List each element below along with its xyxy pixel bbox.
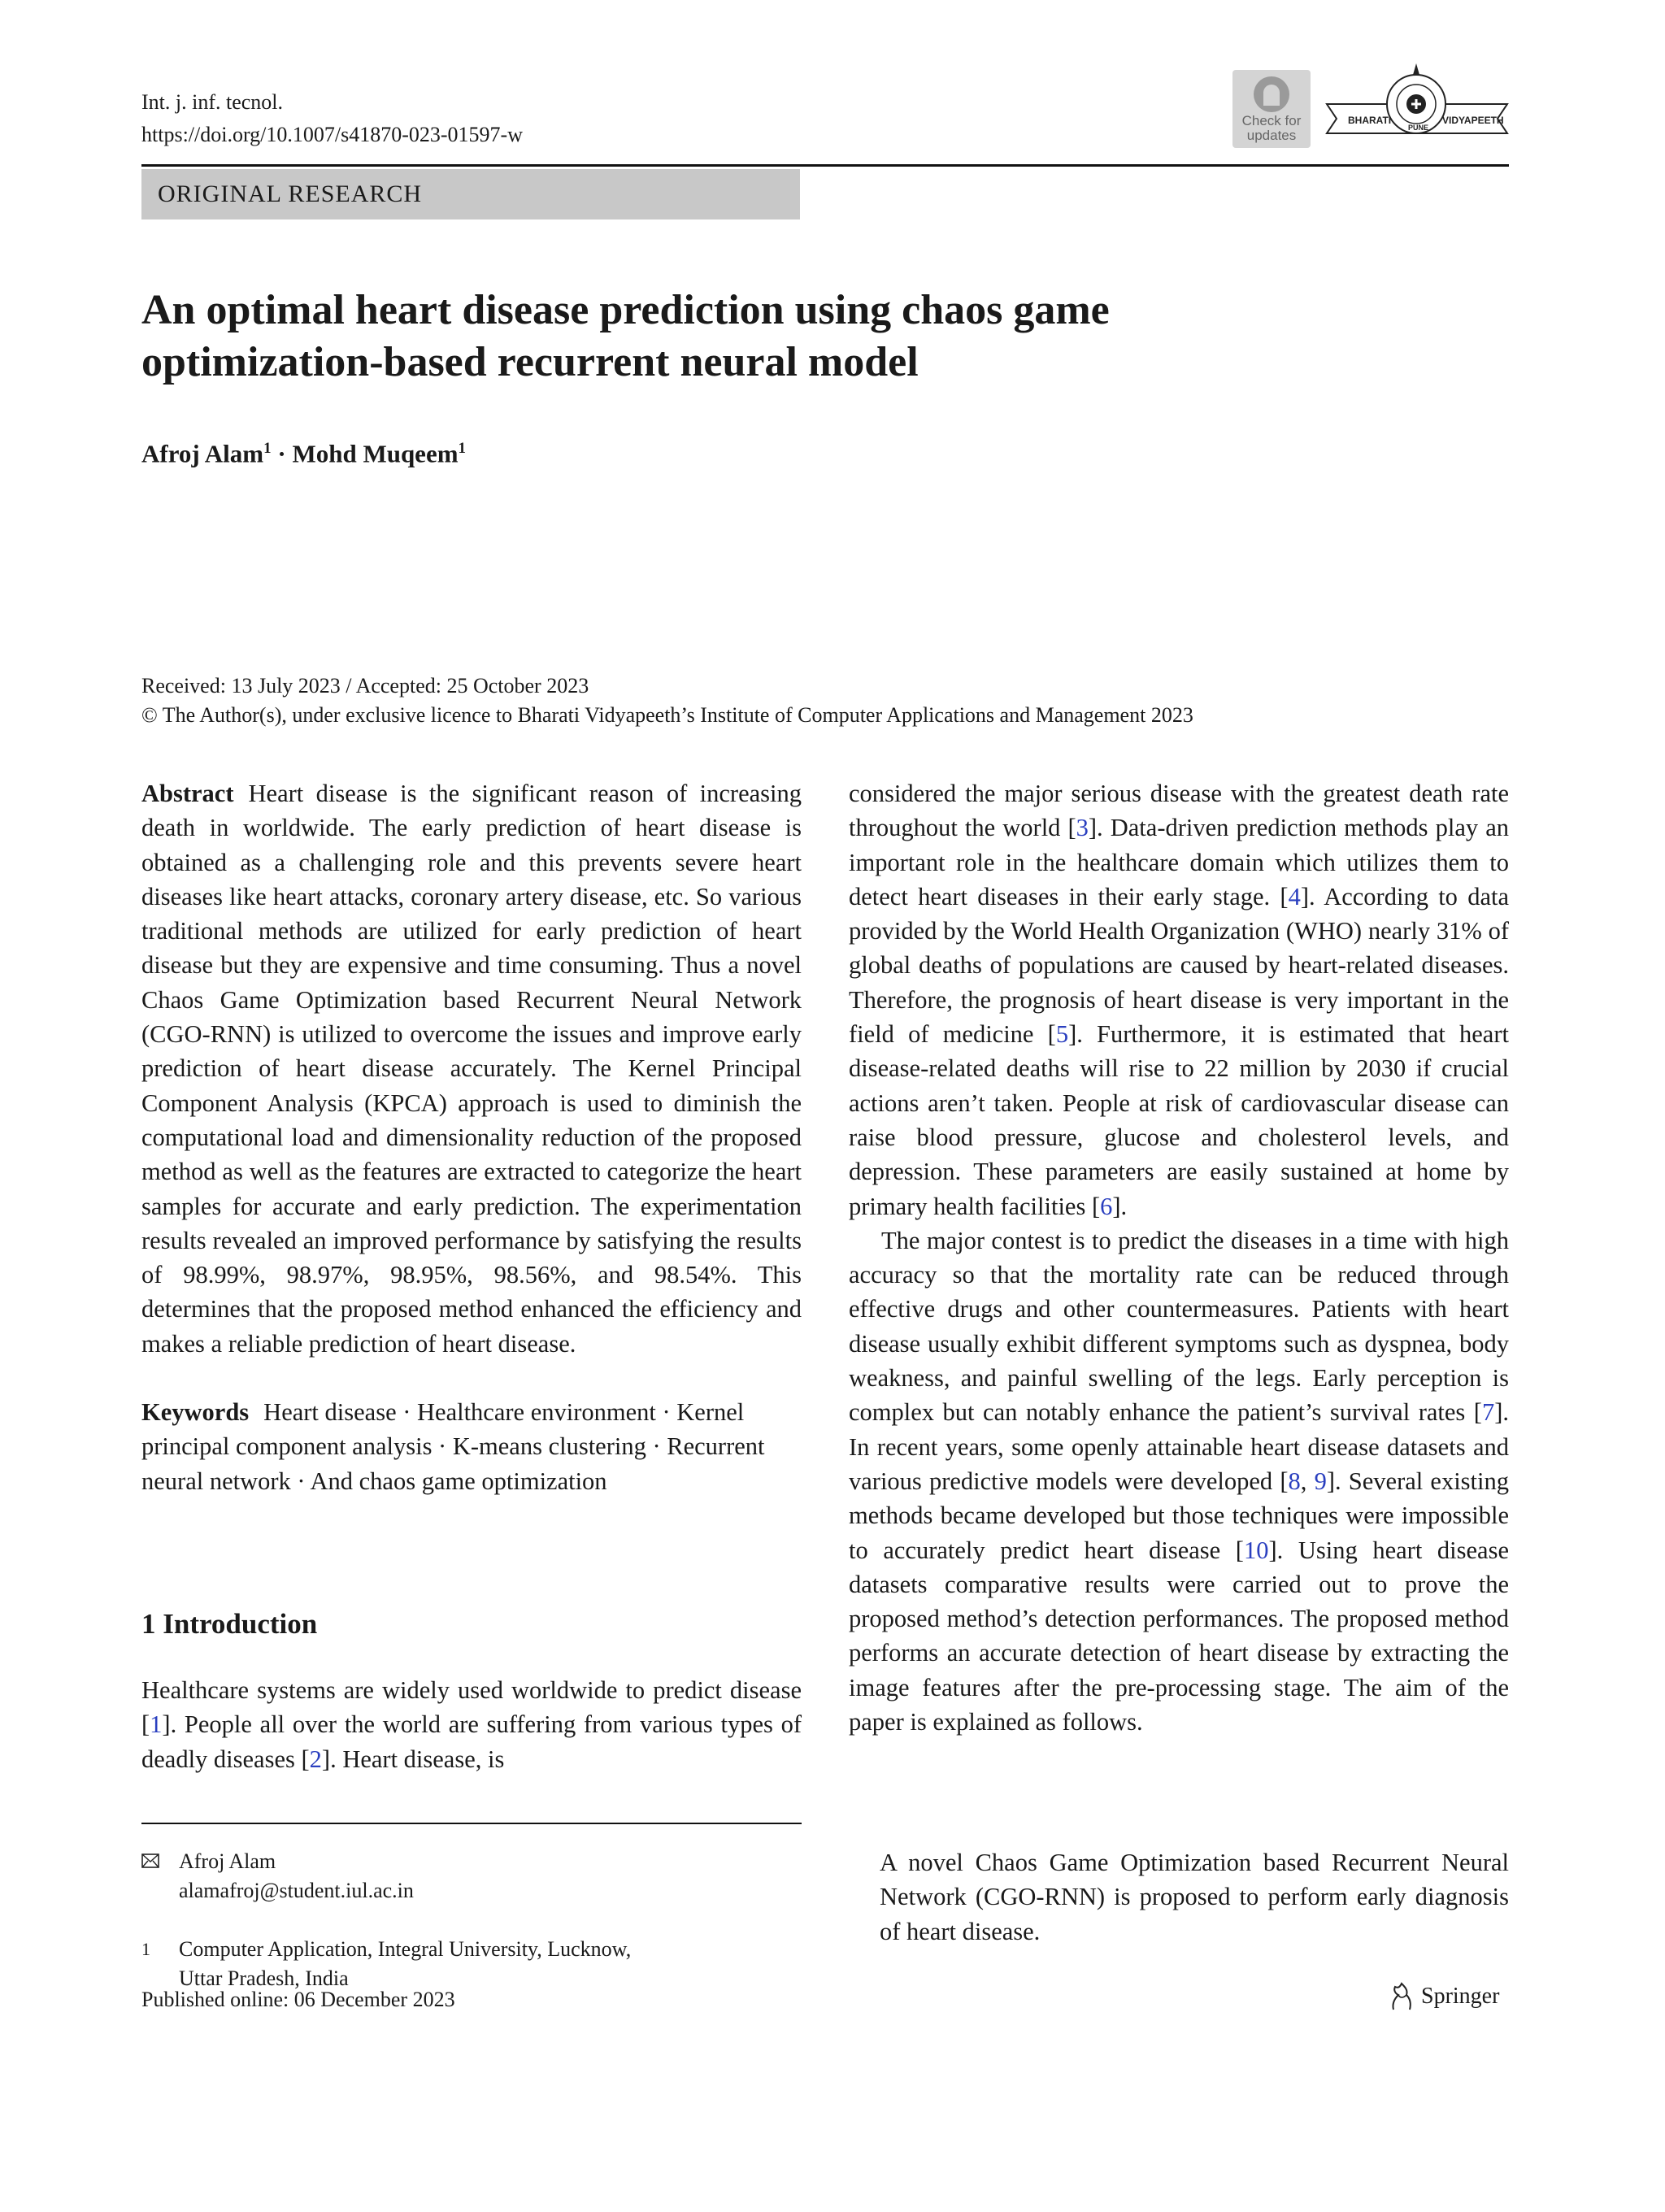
body-text: ,: [1300, 1467, 1315, 1495]
citation-link[interactable]: 7: [1481, 1398, 1495, 1427]
copyright-notice: © The Author(s), under exclusive licence to Bharati Vidyapeeth’s Institute of Computer Applications and Management 2023: [141, 703, 1193, 727]
citation-link[interactable]: 2: [309, 1745, 322, 1773]
body-text: ].: [1112, 1192, 1128, 1220]
author-separator: ·: [271, 439, 293, 468]
citation-link[interactable]: 3: [1076, 814, 1089, 842]
doi-link[interactable]: https://doi.org/10.1007/s41870-023-01597-w: [141, 123, 523, 146]
footnote-rule: [141, 1823, 802, 1824]
bharati-vidyapeeth-logo: [1324, 62, 1509, 151]
crossmark-line1: Check for: [1241, 113, 1302, 128]
check-for-updates-badge[interactable]: [1232, 70, 1311, 148]
corresponding-author-name: Afroj Alam: [179, 1849, 276, 1873]
corresponding-author-footnote: [141, 1847, 414, 1906]
abstract-column: [141, 776, 802, 1498]
envelope-icon: [141, 1847, 179, 1877]
author-name[interactable]: Mohd Muqeem: [292, 439, 459, 468]
crossmark-line2: updates: [1246, 128, 1297, 143]
author-name[interactable]: Afroj Alam: [141, 439, 264, 468]
section-heading-introduction: 1 Introduction: [141, 1608, 318, 1640]
logo-bottom-text: PUNE: [1408, 124, 1429, 132]
received-accepted-dates: Received: 13 July 2023 / Accepted: 25 October 2023: [141, 674, 589, 697]
author-list: [141, 431, 466, 472]
intro-paragraph-2: [849, 1223, 1509, 1739]
article-category: ORIGINAL RESEARCH: [141, 169, 800, 219]
affiliation-mark: 1: [263, 440, 272, 457]
citation-link[interactable]: 10: [1243, 1536, 1269, 1564]
contribution-item: A novel Chaos Game Optimization based Recurrent Neural Network (CGO-RNN) is proposed to perform early diagnosis of heart disease.: [880, 1849, 1509, 1945]
published-online-date: Published online: 06 December 2023: [141, 1988, 455, 2011]
body-text: ]. Furthermore, it is estimated that heart disease-related deaths will rise to 22 million by 2030 if crucial actions aren’t taken. People at risk of cardiovascular disease can raise blood pressure, glucose and cholesterol levels, and depression. These parameters are easily sustained at home by primary health facilities [: [849, 1020, 1509, 1220]
intro-text: ]. People all over the world are suffering from various types of deadly diseases [: [141, 1710, 802, 1773]
citation-link[interactable]: 4: [1288, 882, 1301, 910]
journal-name: Int. j. inf. tecnol.: [141, 90, 284, 114]
keywords-text: Heart disease · Healthcare environment · Kernel principal component analysis · K-means clustering · Recurrent neural network · And chaos game optimization: [141, 1398, 765, 1495]
body-text: ]. In recent years, some openly attainable heart disease datasets and various predictive models were developed [: [849, 1398, 1509, 1495]
right-column: [849, 776, 1509, 1739]
affiliation-mark: 1: [458, 440, 467, 457]
body-text: considered the major serious disease with the greatest death rate throughout the world [: [849, 780, 1509, 842]
body-text: ]. Data-driven prediction methods play an important role in the healthcare domain which utilizes them to detect heart diseases in their early stage. [: [849, 814, 1509, 910]
springer-horse-icon: [1387, 1982, 1415, 2011]
intro-paragraph-continued: [849, 776, 1509, 1223]
citation-link[interactable]: 1: [150, 1710, 163, 1739]
keywords-label: Keywords: [141, 1398, 250, 1427]
logo-left-text: BHARATI: [1348, 115, 1392, 126]
citation-link[interactable]: 9: [1314, 1467, 1327, 1495]
introduction-paragraph: [141, 1673, 802, 1776]
citation-link[interactable]: 8: [1288, 1467, 1301, 1495]
keywords: [141, 1395, 802, 1498]
abstract-label: Abstract: [141, 780, 234, 807]
crossmark-icon: [1254, 76, 1289, 112]
paper-title: An optimal heart disease prediction using chaos game optimization-based recurrent neural model: [141, 287, 1110, 385]
abstract-text: Heart disease is the significant reason of increasing death in worldwide. The early prediction of heart disease is obtained as a challenging role and this prevents severe heart diseases like heart attacks, coronary artery disease, etc. So various traditional methods are utilized for early prediction of heart disease but they are expensive and time consuming. Thus a novel Chaos Game Optimization based Recurrent Neural Network (CGO-RNN) is utilized to overcome the issues and improve early prediction of heart disease accurately. The Kernel Principal Component Analysis (KPCA) approach is used to diminish the computational load and dimensionality reduction of the proposed method as well as the features are extracted to categorize the heart samples for accurate and early prediction. The experimentation results revealed an improved performance by satisfying the results of 98.99%, 98.97%, 98.95%, 98.56%, and 98.54%. This determines that the proposed method enhanced the efficiency and makes a reliable prediction of heart disease.: [141, 780, 802, 1358]
affiliation-line: Computer Application, Integral University, Lucknow,: [179, 1937, 632, 1961]
body-text: ]. According to data provided by the World Health Organization (WHO) nearly 31% of global deaths of populations are caused by heart-related diseases. Therefore, the prognosis of heart disease is very important in the field of medicine [: [849, 882, 1509, 1049]
citation-link[interactable]: 5: [1055, 1020, 1069, 1049]
springer-logo: [1387, 1980, 1499, 2013]
affiliation-line: Uttar Pradesh, India: [179, 1966, 349, 1990]
intro-text: ]. Heart disease, is: [321, 1745, 505, 1773]
logo-right-text: VIDYAPEETH: [1442, 115, 1504, 126]
body-text: ]. Using heart disease datasets comparative results were carried out to prove the proposed method’s detection performances. The proposed method performs an accurate detection of heart disease by extracting the image features after the pre-processing stage. The aim of the paper is explained as follows.: [849, 1536, 1509, 1736]
abstract: [141, 776, 802, 1361]
body-text: ]. Several existing methods became developed but those techniques were impossible to accurately predict heart disease [: [849, 1467, 1509, 1564]
body-text: The major contest is to predict the diseases in a time with high accuracy so that the mortality rate can be reduced through effective drugs and other countermeasures. Patients with heart disease usually exhibit different symptoms such as dyspnea, body weakness, and painful swelling of the legs. Early perception is complex but can notably enhance the patient’s survival rates [: [849, 1226, 1509, 1427]
affiliation-footnote-mark: 1: [141, 1939, 150, 1959]
intro-text: Healthcare systems are widely used worldwide to predict disease [: [141, 1676, 802, 1739]
header-rule: [141, 164, 1509, 167]
corresponding-author-email[interactable]: alamafroj@student.iul.ac.in: [179, 1879, 414, 1902]
publisher-name: Springer: [1421, 1984, 1500, 2009]
citation-link[interactable]: 6: [1100, 1192, 1113, 1220]
